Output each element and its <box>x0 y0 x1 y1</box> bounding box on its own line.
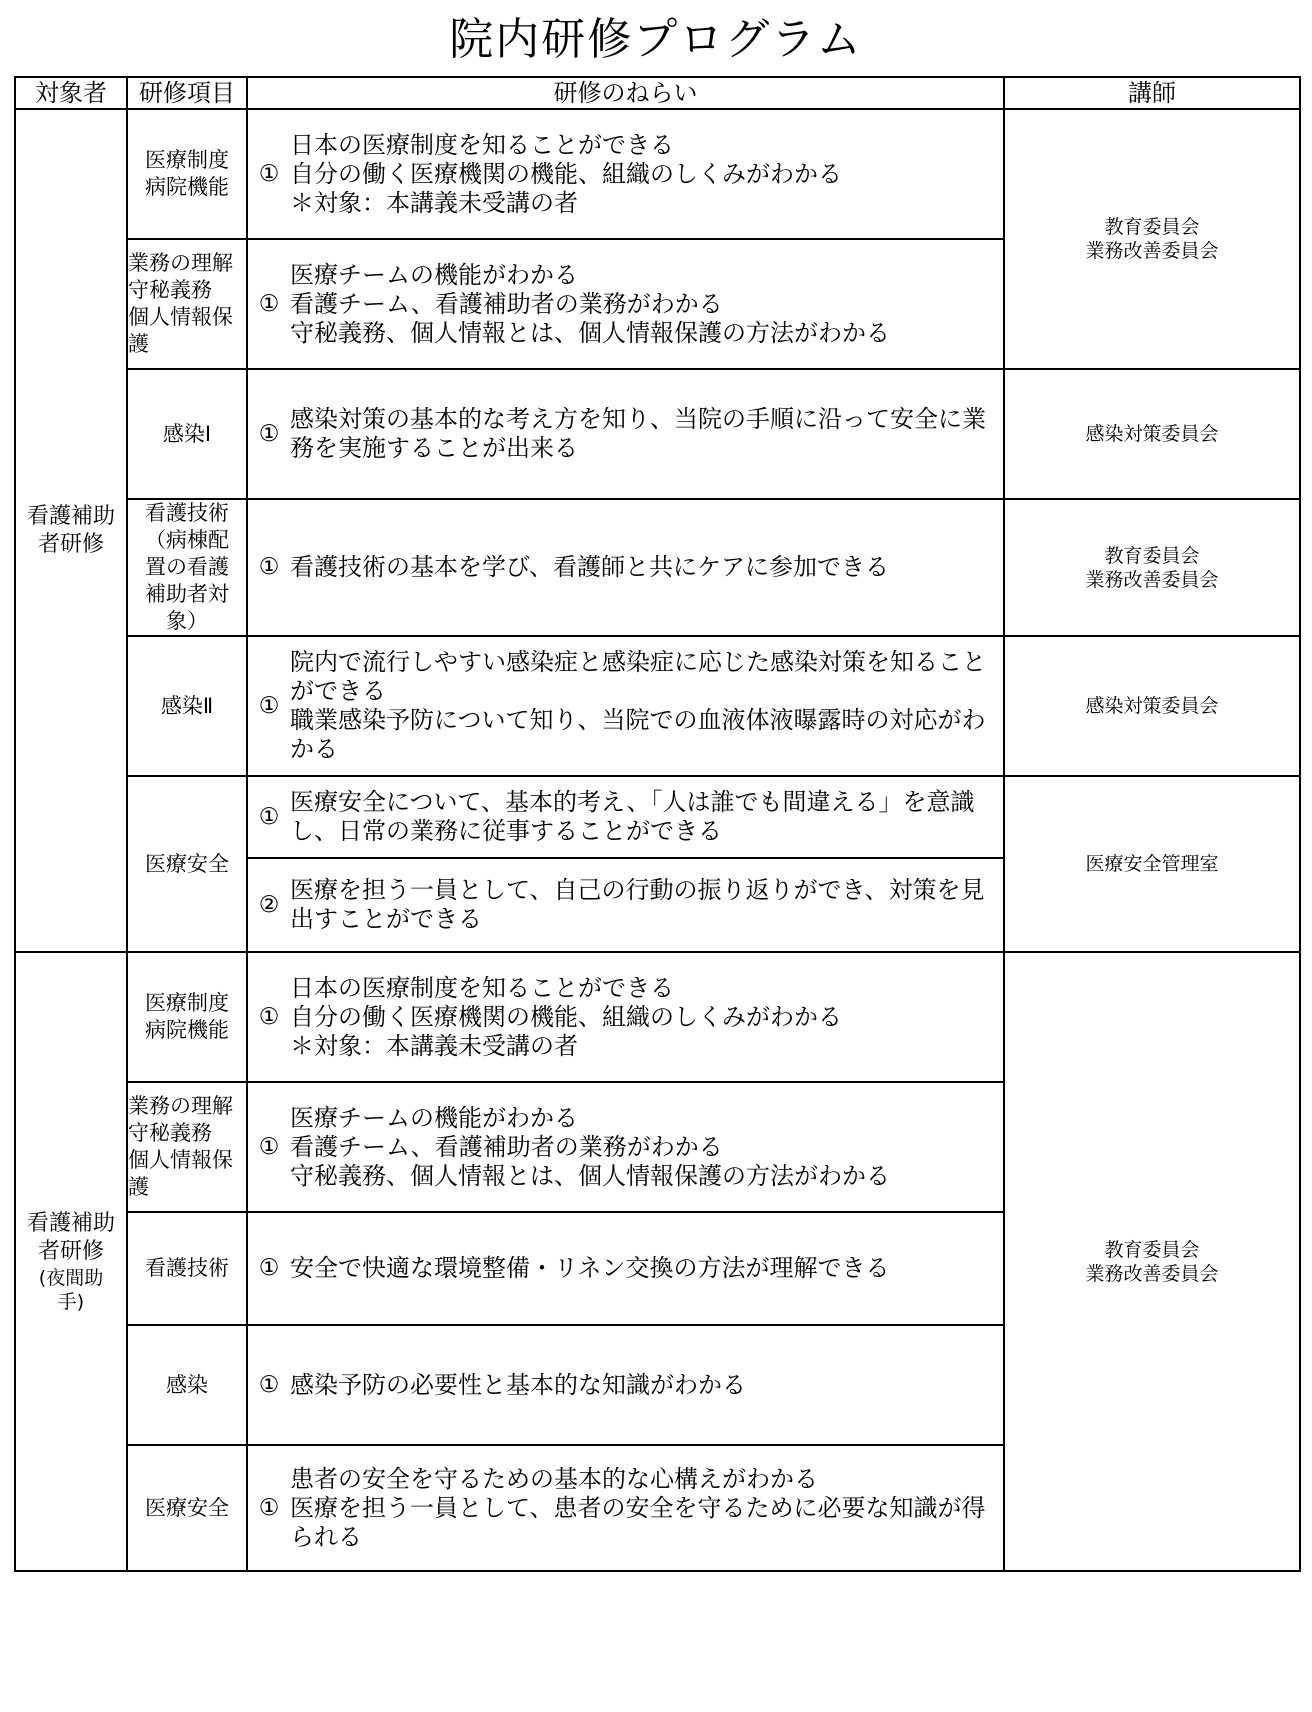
target-note: 手) <box>57 1290 85 1313</box>
aim-number: ① <box>258 420 280 447</box>
training-item-line: 病院機能 <box>145 175 229 199</box>
aim-content <box>248 1104 1003 1191</box>
aim-text <box>290 648 1003 764</box>
aim-content <box>248 261 1003 348</box>
aim-line: 看護チーム、看護補助者の業務がわかる <box>290 1132 723 1161</box>
table-row <box>15 369 1300 499</box>
aim-number: ① <box>258 1255 280 1281</box>
aim-line: 出すことができる <box>290 905 482 933</box>
aim-number: ① <box>258 1494 280 1521</box>
aim-content <box>248 876 1003 934</box>
training-item-line: 感染Ⅱ <box>160 693 214 718</box>
lecturer-cell <box>1004 109 1300 369</box>
training-item-cell <box>127 499 247 636</box>
aim-line: られる <box>290 1522 362 1551</box>
training-item-line: 象） <box>166 609 208 633</box>
lecturer-name: 業務改善委員会 <box>1085 240 1219 262</box>
aim-content <box>248 1371 1003 1400</box>
aim-line: ができる <box>290 677 386 705</box>
aim-text <box>290 1104 1003 1191</box>
aim-line: 安全で快適な環境整備・リネン交換の方法が理解できる <box>290 1254 890 1282</box>
header-item: 研修項目 <box>127 77 247 109</box>
aim-line: 感染予防の必要性と基本的な知識がわかる <box>290 1370 746 1399</box>
program-body <box>15 109 1300 1571</box>
aim-content <box>248 131 1003 218</box>
header-lecturer: 講師 <box>1004 77 1300 109</box>
training-item-line: 感染Ⅰ <box>162 421 212 446</box>
lecturer-cell <box>1004 776 1300 952</box>
aim-number: ② <box>258 891 280 918</box>
training-item-line: （病棟配 <box>145 528 229 552</box>
table-row <box>15 636 1300 776</box>
training-item-line: 補助者対 <box>145 582 229 606</box>
aim-line: ＊対象：本講義未受講の者 <box>290 188 578 217</box>
lecturer-cell <box>1004 636 1300 776</box>
training-item-line: 看護技術 <box>145 1256 229 1280</box>
aim-line: 患者の安全を守るための基本的な心構えがわかる <box>290 1464 818 1493</box>
header-target: 対象者 <box>15 77 127 109</box>
lecturer-name: 感染対策委員会 <box>1085 695 1219 717</box>
aim-content <box>248 788 1003 846</box>
training-item-cell <box>127 1212 247 1325</box>
aim-cell <box>247 1082 1004 1212</box>
lecturer-name: 教育委員会 <box>1104 216 1200 238</box>
page-title: 院内研修プログラム <box>449 14 863 65</box>
aim-text <box>290 788 1003 846</box>
aim-content <box>248 1254 1003 1283</box>
aim-number: ① <box>258 290 280 317</box>
training-item-cell <box>127 369 247 499</box>
aim-cell <box>247 499 1004 636</box>
aim-number: ① <box>258 160 280 187</box>
aim-cell <box>247 858 1004 952</box>
aim-line: 医療を担う一員として、自己の行動の振り返りができ、対策を見 <box>290 876 985 904</box>
aim-text <box>290 1371 1003 1400</box>
training-item-cell <box>127 1082 247 1212</box>
aim-line: 医療チームの機能がわかる <box>290 1103 578 1132</box>
aim-line: 医療チームの機能がわかる <box>290 260 578 289</box>
aim-line: 看護技術の基本を学び、看護師と共にケアに参加できる <box>290 553 890 581</box>
aim-line: 院内で流行しやすい感染症と感染症に応じた感染対策を知ること <box>290 648 986 676</box>
aim-line: 職業感染予防について知り、当院での血液体液曝露時の対応がわ <box>290 706 986 734</box>
aim-cell <box>247 636 1004 776</box>
training-item-line: 看護技術 <box>145 501 229 525</box>
training-item-line: 置の看護 <box>145 555 229 579</box>
aim-cell <box>247 239 1004 369</box>
aim-line: 医療を担う一員として、患者の安全を守るために必要な知識が得 <box>290 1493 986 1522</box>
aim-number: ① <box>258 1003 280 1030</box>
target-line: 看護補助 <box>26 503 115 529</box>
aim-line: ＊対象：本講義未受講の者 <box>290 1031 578 1060</box>
aim-line: 務を実施することが出来る <box>290 434 578 462</box>
aim-text <box>290 974 1003 1061</box>
training-item-cell <box>127 636 247 776</box>
training-item-line: 個人情報保 <box>128 1148 233 1172</box>
aim-line: 自分の働く医療機関の機能、組織のしくみがわかる <box>290 159 842 188</box>
aim-cell <box>247 952 1004 1082</box>
aim-text <box>290 405 1003 463</box>
aim-cell <box>247 369 1004 499</box>
aim-line: 看護チーム、看護補助者の業務がわかる <box>290 289 723 318</box>
training-program-table <box>14 76 1301 1572</box>
lecturer-name: 感染対策委員会 <box>1085 423 1219 445</box>
training-item-line: 医療安全 <box>145 1495 229 1520</box>
lecturer-name: 業務改善委員会 <box>1085 1262 1219 1285</box>
training-item-cell <box>127 1445 247 1571</box>
aim-cell <box>247 1445 1004 1571</box>
training-item-line: 医療制度 <box>145 991 229 1015</box>
aim-cell <box>247 1325 1004 1445</box>
training-item-line: 感染 <box>166 1372 208 1397</box>
aim-text <box>290 261 1003 348</box>
training-item-line: 護 <box>128 332 149 356</box>
training-item-line: 個人情報保 <box>128 305 233 329</box>
aim-line: かる <box>290 735 338 763</box>
training-item-line: 医療制度 <box>145 148 229 172</box>
aim-line: 守秘義務、個人情報とは、個人情報保護の方法がわかる <box>290 318 890 347</box>
aim-number: ① <box>258 803 280 830</box>
aim-content <box>248 405 1003 463</box>
aim-content <box>248 974 1003 1061</box>
table-row <box>15 776 1300 858</box>
lecturer-name: 教育委員会 <box>1104 544 1200 567</box>
header-aim: 研修のねらい <box>247 77 1004 109</box>
aim-cell <box>247 776 1004 858</box>
lecturer-name: 業務改善委員会 <box>1085 568 1219 591</box>
aim-line: し、日常の業務に従事することができる <box>290 817 722 845</box>
header-row <box>15 77 1300 109</box>
aim-number: ① <box>258 1371 280 1398</box>
aim-line: 日本の医療制度を知ることができる <box>290 973 674 1002</box>
aim-line: 日本の医療制度を知ることができる <box>290 130 674 159</box>
aim-number: ① <box>258 692 280 719</box>
aim-text <box>290 553 1003 582</box>
aim-text <box>290 1465 1003 1552</box>
aim-content <box>248 553 1003 582</box>
lecturer-name: 教育委員会 <box>1104 1238 1200 1261</box>
table-row <box>15 952 1300 1082</box>
training-item-cell <box>127 1325 247 1445</box>
aim-text <box>290 1254 1003 1283</box>
target-line: 看護補助 <box>26 1210 115 1236</box>
aim-line: 感染対策の基本的な考え方を知り、当院の手順に沿って安全に業 <box>290 405 986 433</box>
aim-content <box>248 1465 1003 1552</box>
lecturer-name: 医療安全管理室 <box>1085 853 1219 875</box>
aim-text <box>290 876 1003 934</box>
lecturer-cell <box>1004 369 1300 499</box>
target-line: 者研修 <box>37 531 104 557</box>
aim-cell <box>247 109 1004 239</box>
lecturer-cell <box>1004 499 1300 636</box>
target-cell <box>15 952 127 1571</box>
target-line: 者研修 <box>37 1238 104 1264</box>
target-note: (夜間助 <box>38 1266 104 1289</box>
table-row <box>15 499 1300 636</box>
training-item-line: 業務の理解 <box>128 251 233 275</box>
aim-text <box>290 131 1003 218</box>
aim-cell <box>247 1212 1004 1325</box>
training-item-cell <box>127 776 247 952</box>
training-item-line: 病院機能 <box>145 1018 229 1042</box>
lecturer-cell <box>1004 952 1300 1571</box>
training-item-line: 医療安全 <box>145 851 229 876</box>
aim-line: 自分の働く医療機関の機能、組織のしくみがわかる <box>290 1002 842 1031</box>
training-item-cell <box>127 109 247 239</box>
training-item-line: 守秘義務 <box>128 1121 212 1145</box>
aim-number: ① <box>258 1133 280 1160</box>
aim-content <box>248 648 1003 764</box>
training-item-line: 護 <box>128 1175 149 1199</box>
training-item-cell <box>127 239 247 369</box>
table-row <box>15 109 1300 239</box>
training-item-cell <box>127 952 247 1082</box>
aim-number: ① <box>258 554 280 580</box>
aim-line: 守秘義務、個人情報とは、個人情報保護の方法がわかる <box>290 1161 890 1190</box>
aim-line: 医療安全について、基本的考え、「人は誰でも間違える」を意識 <box>290 788 975 816</box>
target-cell <box>15 109 127 952</box>
training-item-line: 守秘義務 <box>128 278 212 302</box>
training-item-line: 業務の理解 <box>128 1094 233 1118</box>
